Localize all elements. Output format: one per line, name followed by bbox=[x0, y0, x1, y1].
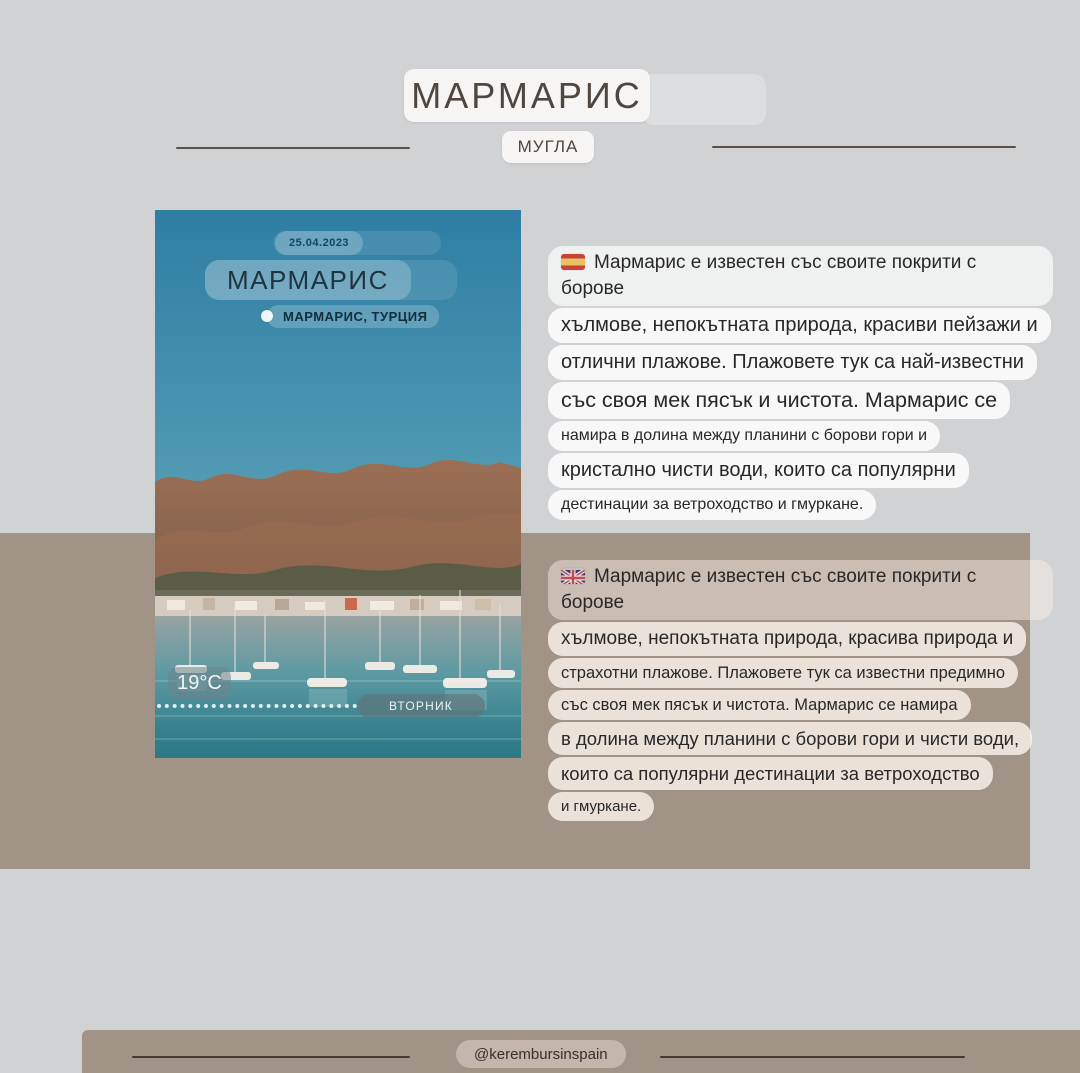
footer-divider-left bbox=[132, 1056, 410, 1058]
text-line-label: кристално чисти води, които са популярни bbox=[561, 459, 956, 481]
text-line-label: отлични плажове. Плажовете тук са най-известни bbox=[561, 351, 1024, 373]
speech-bubble bbox=[548, 757, 993, 790]
speech-bubble bbox=[548, 792, 654, 821]
text-line-label: дестинации за ветроходство и гмуркане. bbox=[561, 496, 864, 513]
text-line-label: намира в долина между планини с борови гори и bbox=[561, 427, 928, 444]
page-title bbox=[404, 69, 650, 122]
page-title-label: МАРМАРИС bbox=[411, 74, 643, 116]
text-line bbox=[548, 622, 1053, 656]
text-line bbox=[548, 453, 1053, 488]
text-line bbox=[548, 490, 1053, 520]
text-line bbox=[548, 722, 1053, 755]
weekday-badge: ВТОРНИК bbox=[357, 694, 485, 718]
speech-bubble bbox=[548, 690, 971, 720]
date-badge: 25.04.2023 bbox=[275, 231, 363, 255]
location-badge: МАРМАРИС, ТУРЦИЯ bbox=[267, 305, 439, 328]
text-line bbox=[548, 560, 1053, 620]
text-line-label: страхотни плажове. Плажовете тук са известни предимно bbox=[561, 664, 1006, 682]
text-line-label: със своя мек пясък и чистота. Мармарис се bbox=[561, 388, 998, 412]
page-subtitle-label: МУГЛА bbox=[517, 137, 579, 156]
photo-title-badge: МАРМАРИС bbox=[205, 260, 411, 300]
text-line-label: Мармарис е известен със своите покрити с борове bbox=[561, 252, 977, 299]
temperature-badge: 19°C bbox=[168, 667, 231, 700]
text-line-label: Мармарис е известен със своите покрити с борове bbox=[561, 566, 977, 613]
speech-bubble bbox=[548, 453, 969, 488]
text-line bbox=[548, 792, 1053, 821]
marmaris-photo-card bbox=[155, 210, 521, 758]
speech-bubble bbox=[548, 421, 940, 451]
speech-bubble bbox=[548, 658, 1018, 688]
footer-bar bbox=[82, 1030, 1080, 1073]
text-line bbox=[548, 382, 1053, 419]
text-line-label: хълмове, непокътната природа, красива природа и bbox=[561, 628, 1014, 649]
text-line bbox=[548, 421, 1053, 451]
speech-bubble bbox=[548, 722, 1032, 755]
text-line-label: които са популярни дестинации за ветроходство bbox=[561, 763, 980, 784]
speech-bubble bbox=[548, 560, 1053, 620]
title-shadow-box bbox=[642, 74, 766, 125]
spain-flag-icon bbox=[561, 254, 585, 270]
instagram-handle-badge[interactable] bbox=[456, 1040, 626, 1068]
text-line bbox=[548, 246, 1053, 306]
header-divider-right bbox=[712, 146, 1016, 148]
text-line bbox=[548, 345, 1053, 380]
dotted-divider bbox=[157, 704, 357, 708]
speech-bubble bbox=[548, 622, 1026, 656]
speech-bubble bbox=[548, 246, 1053, 306]
speech-bubble bbox=[548, 382, 1010, 419]
text-line bbox=[548, 690, 1053, 720]
instagram-handle-label: @kerembursinspain bbox=[474, 1045, 608, 1063]
text-line-label: и гмуркане. bbox=[561, 798, 642, 815]
description-block-en bbox=[548, 560, 1053, 823]
speech-bubble bbox=[548, 490, 876, 520]
text-line bbox=[548, 308, 1053, 343]
text-line bbox=[548, 658, 1053, 688]
text-line-label: хълмове, непокътната природа, красиви пейзажи и bbox=[561, 314, 1038, 336]
text-line bbox=[548, 757, 1053, 790]
speech-bubble bbox=[548, 308, 1051, 343]
speech-bubble bbox=[548, 345, 1037, 380]
text-line-label: със своя мек пясък и чистота. Мармарис се намира bbox=[561, 696, 958, 714]
page-subtitle bbox=[502, 131, 594, 163]
header-divider-left bbox=[176, 147, 410, 149]
uk-flag-icon bbox=[561, 568, 585, 584]
footer-divider-right bbox=[660, 1056, 965, 1058]
text-line-label: в долина между планини с борови гори и чисти води, bbox=[561, 728, 1020, 749]
description-block-es bbox=[548, 246, 1053, 522]
